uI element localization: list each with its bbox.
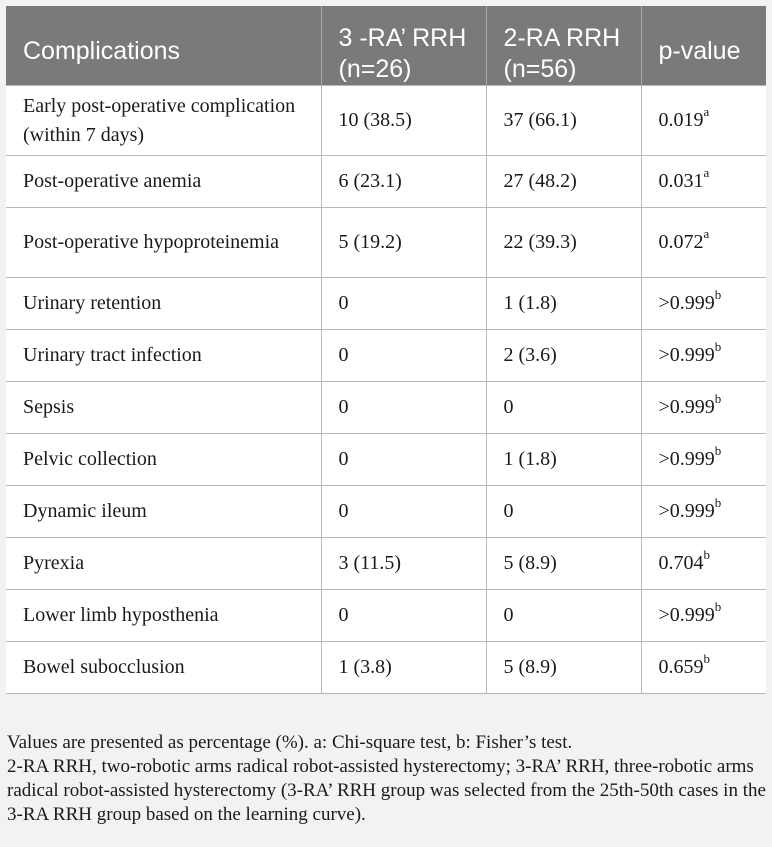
header-3ra-rrh: 3 -RA’ RRH (n=26) bbox=[321, 6, 486, 86]
cell-p-value bbox=[641, 538, 766, 590]
table-row bbox=[6, 486, 766, 538]
cell-2ra: 37 (66.1) bbox=[486, 86, 641, 156]
test-superscript: b bbox=[714, 287, 722, 303]
test-superscript: b bbox=[714, 339, 722, 355]
table-row bbox=[6, 538, 766, 590]
cell-3ra: 6 (23.1) bbox=[321, 156, 486, 208]
cell-3ra: 10 (38.5) bbox=[321, 86, 486, 156]
header-2ra-rrh: 2-RA RRH (n=56) bbox=[486, 6, 641, 86]
table-row bbox=[6, 590, 766, 642]
cell-p-value bbox=[641, 86, 766, 156]
cell-p-value bbox=[641, 486, 766, 538]
p-value-number: 0.031 bbox=[658, 170, 704, 192]
cell-complication: Dynamic ileum bbox=[6, 486, 321, 538]
cell-complication: Lower limb hyposthenia bbox=[6, 590, 321, 642]
table-row bbox=[6, 642, 766, 694]
cell-p-value bbox=[641, 330, 766, 382]
cell-3ra: 1 (3.8) bbox=[321, 642, 486, 694]
header-complications: Complications bbox=[6, 6, 321, 86]
cell-2ra: 0 bbox=[486, 382, 641, 434]
cell-2ra: 5 (8.9) bbox=[486, 642, 641, 694]
p-value-number: >0.999 bbox=[658, 396, 715, 418]
p-value-number: 0.704 bbox=[658, 552, 704, 574]
table-row bbox=[6, 208, 766, 278]
test-superscript: a bbox=[703, 226, 710, 242]
cell-complication: Post-operative hypoproteinemia bbox=[6, 208, 321, 278]
p-value-number: >0.999 bbox=[658, 448, 715, 470]
cell-3ra: 0 bbox=[321, 486, 486, 538]
cell-3ra: 0 bbox=[321, 590, 486, 642]
cell-2ra: 22 (39.3) bbox=[486, 208, 641, 278]
cell-p-value bbox=[641, 278, 766, 330]
test-superscript: b bbox=[714, 599, 722, 615]
cell-p-value bbox=[641, 382, 766, 434]
table-header bbox=[6, 6, 766, 86]
p-value-number: 0.019 bbox=[658, 109, 704, 131]
table-row bbox=[6, 86, 766, 156]
test-superscript: a bbox=[703, 104, 710, 120]
p-value-number: 0.072 bbox=[658, 231, 704, 253]
footnote-values: Values are presented as percentage (%). a: Chi-square test, b: Fisher’s test. bbox=[7, 732, 573, 753]
cell-3ra: 0 bbox=[321, 278, 486, 330]
cell-p-value bbox=[641, 590, 766, 642]
cell-complication: Early post-operative complication (within 7 days) bbox=[6, 86, 321, 156]
table-row bbox=[6, 434, 766, 486]
table-row bbox=[6, 382, 766, 434]
table-body bbox=[6, 86, 766, 694]
cell-p-value bbox=[641, 156, 766, 208]
cell-complication: Pelvic collection bbox=[6, 434, 321, 486]
cell-3ra: 5 (19.2) bbox=[321, 208, 486, 278]
p-value-number: >0.999 bbox=[658, 344, 715, 366]
p-value-number: >0.999 bbox=[658, 292, 715, 314]
cell-2ra: 0 bbox=[486, 486, 641, 538]
test-superscript: b bbox=[703, 547, 710, 563]
p-value-number: 0.659 bbox=[658, 656, 704, 678]
complications-table bbox=[6, 6, 766, 694]
cell-3ra: 0 bbox=[321, 434, 486, 486]
cell-p-value bbox=[641, 642, 766, 694]
cell-p-value bbox=[641, 208, 766, 278]
cell-complication: Sepsis bbox=[6, 382, 321, 434]
cell-2ra: 5 (8.9) bbox=[486, 538, 641, 590]
cell-complication: Bowel subocclusion bbox=[6, 642, 321, 694]
test-superscript: b bbox=[714, 495, 722, 511]
cell-3ra: 3 (11.5) bbox=[321, 538, 486, 590]
cell-2ra: 2 (3.6) bbox=[486, 330, 641, 382]
table-row bbox=[6, 156, 766, 208]
cell-complication: Urinary tract infection bbox=[6, 330, 321, 382]
footnote-abbreviations: 2-RA RRH, two-robotic arms radical robot-assisted hysterectomy; 3-RA’ RRH, three-robotic arms radical robot-assisted hysterectomy (3-RA’ RRH group was selected from the 25th-50th cases in the 3-RA RRH group based on the learning curve). bbox=[7, 756, 766, 825]
test-superscript: b bbox=[703, 651, 710, 667]
cell-complication: Pyrexia bbox=[6, 538, 321, 590]
cell-3ra: 0 bbox=[321, 382, 486, 434]
cell-complication: Urinary retention bbox=[6, 278, 321, 330]
table-footnotes bbox=[6, 731, 766, 827]
p-value-number: >0.999 bbox=[658, 500, 715, 522]
header-p-value: p-value bbox=[641, 6, 766, 86]
cell-3ra: 0 bbox=[321, 330, 486, 382]
test-superscript: b bbox=[714, 391, 722, 407]
table-row bbox=[6, 330, 766, 382]
cell-complication: Post-operative anemia bbox=[6, 156, 321, 208]
cell-p-value bbox=[641, 434, 766, 486]
cell-2ra: 0 bbox=[486, 590, 641, 642]
cell-2ra: 27 (48.2) bbox=[486, 156, 641, 208]
cell-2ra: 1 (1.8) bbox=[486, 434, 641, 486]
table-row bbox=[6, 278, 766, 330]
test-superscript: b bbox=[714, 443, 722, 459]
cell-2ra: 1 (1.8) bbox=[486, 278, 641, 330]
p-value-number: >0.999 bbox=[658, 604, 715, 626]
test-superscript: a bbox=[703, 165, 710, 181]
